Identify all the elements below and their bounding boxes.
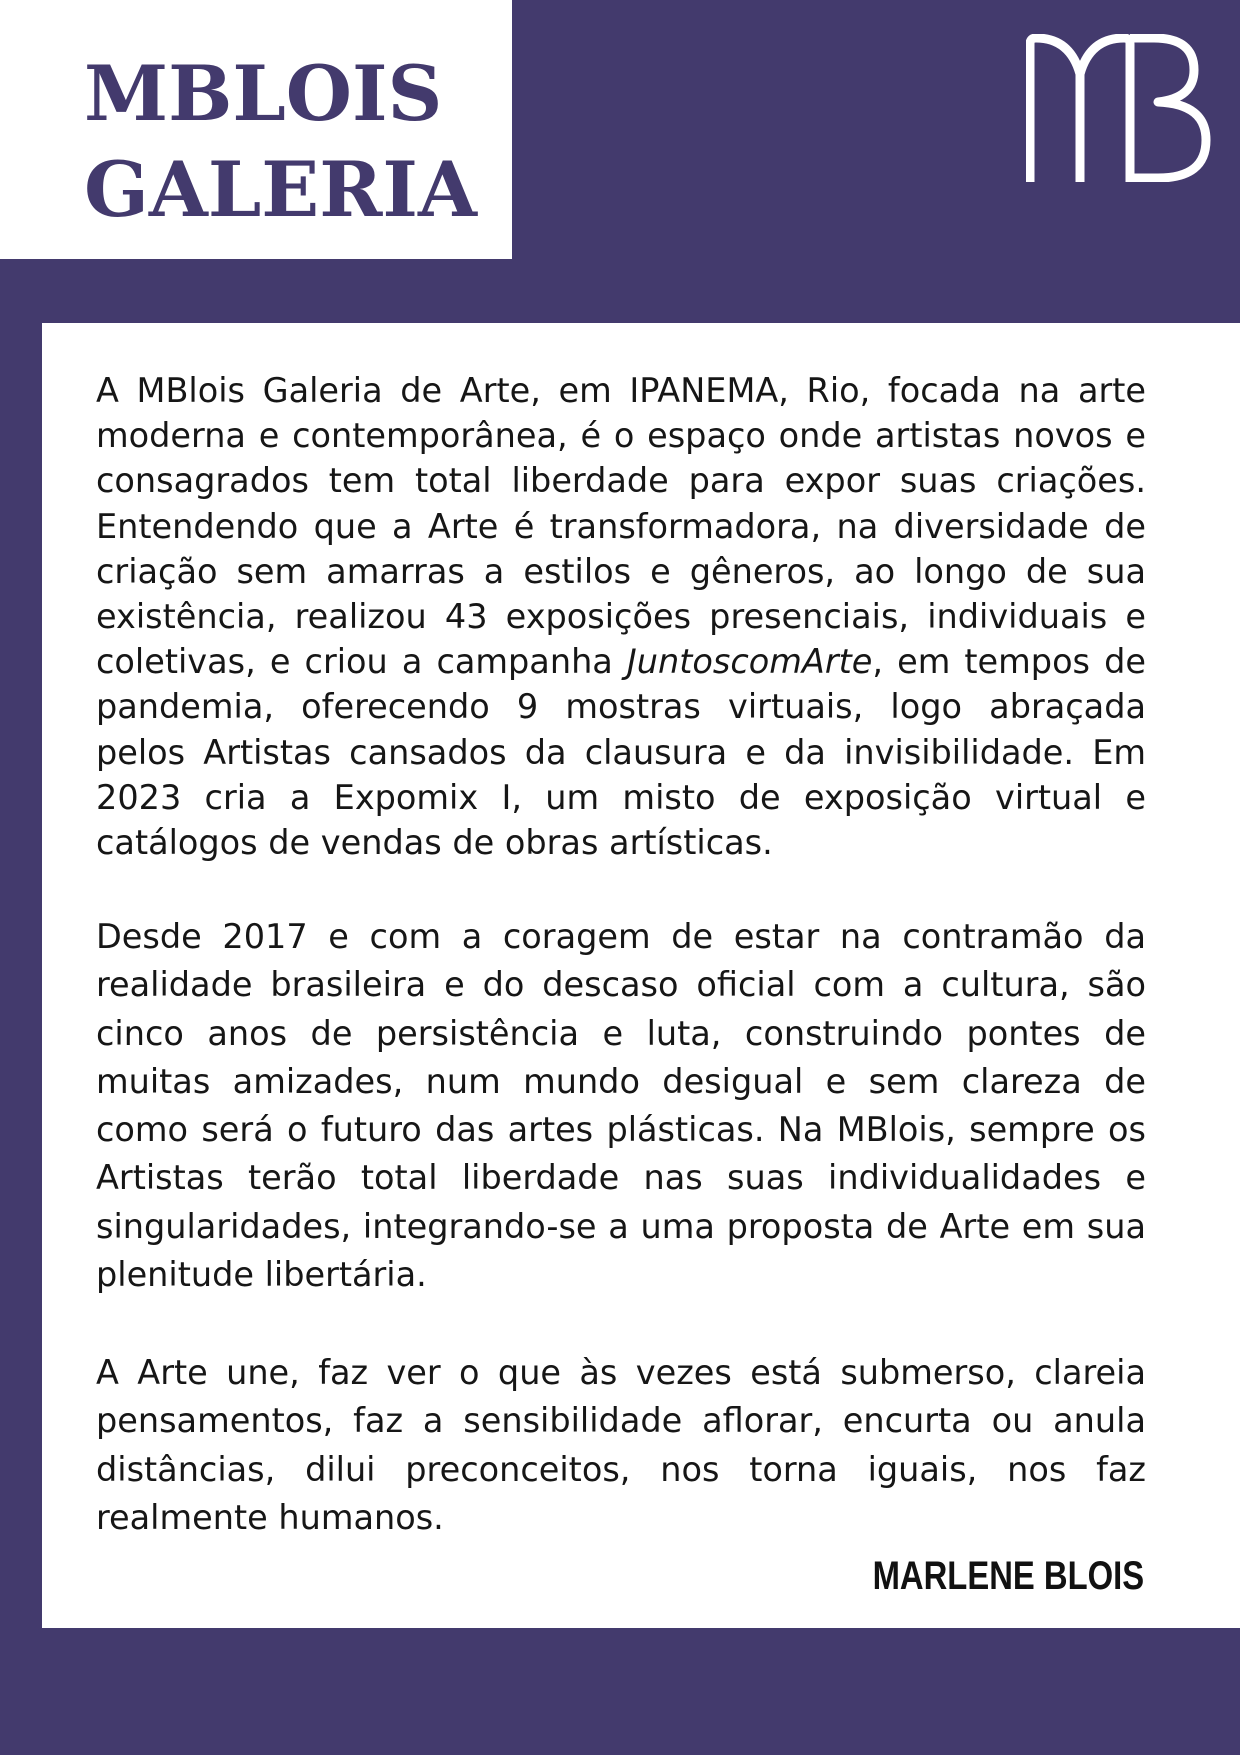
logo-b-bowls	[1130, 38, 1206, 178]
paragraph-history: Desde 2017 e com a coragem de estar na contramão da realidade brasileira e do descaso oficial com a cultura, são cinco anos de persistência e luta, construindo pontes de muitas amizades, num mundo desigual e sem clareza de como será o futuro das artes plásticas. Na MBlois, sempre os Artistas terão total liberdade nas suas individualidades e singularidades, integrando-se a uma proposta de Arte em sua plenitude libertária.	[96, 917, 1146, 1295]
title-line-1: MBLOIS	[84, 49, 443, 138]
logo-m-right-arch	[1080, 38, 1130, 182]
mb-logo	[1026, 34, 1212, 182]
paragraph-about-text-1: A MBlois Galeria de Arte, em IPANEMA, Rio, focada na arte moderna e contemporânea, é o espaço onde artistas novos e consagrados tem total liberdade para expor suas criações. Entendendo que a Arte é transformadora, na diversidade de criação sem amarras a estilos e gêneros, ao longo de sua existência, realizou 43 exposições presenciais, individuais e coletivas, e criou a campanha	[96, 371, 1146, 682]
header-title-box	[0, 0, 512, 259]
paragraph-about-text-2: , em tempos de pandemia, oferecendo 9 mostras virtuais, logo abraçada pelos Artistas cansados da clausura e da invisibilidade. Em 2023 cria a Expomix I, um misto de exposição virtual e catálogos de vendas de obras artísticas.	[96, 642, 1146, 863]
campaign-name: JuntoscomArte	[626, 642, 873, 682]
signature: MARLENE BLOIS	[872, 1554, 1144, 1598]
paragraph-about	[96, 368, 1146, 865]
logo-m-left-arch	[1030, 38, 1080, 182]
title-line-2: GALERIA	[84, 145, 477, 234]
paragraph-manifesto: A Arte une, faz ver o que às vezes está submerso, clareia pensamentos, faz a sensibilidade aflorar, encurta ou anula distâncias, dilui preconceitos, nos torna iguais, nos faz realmente humanos.	[96, 1353, 1146, 1537]
gallery-title	[84, 46, 477, 238]
